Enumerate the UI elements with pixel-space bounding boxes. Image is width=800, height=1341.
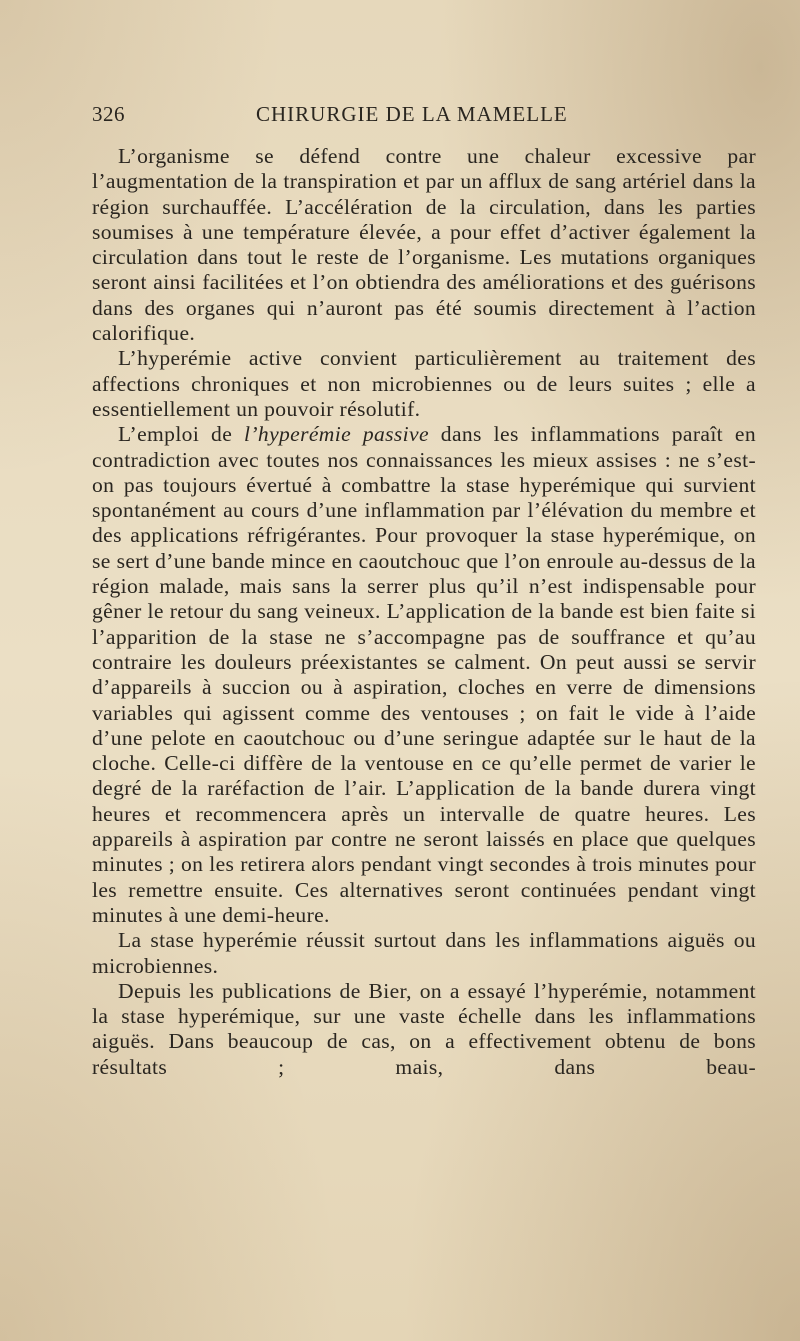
body-text — [92, 144, 756, 1080]
paragraph-bier-publications: Depuis les publications de Bier, on a essayé l’hyperémie, notamment la stase hyperémique, sur une vaste échelle dans les inflammations aiguës. Dans beaucoup de cas, on a effectivement obtenu de bons résultats ; mais, dans beau- — [92, 978, 756, 1079]
paragraph-thermoregulation: L’organisme se défend contre une chaleur excessive par l’augmentation de la transpiration et par un afflux de sang artériel dans la région surchauffée. L’accélération de la circulation, dans les parties soumises à une température élevée, a pour effet d’activer également la circulation dans tout le reste de l’organisme. Les mutations organiques seront ainsi facilitées et l’on obtiendra des améliorations et des guérisons dans des organes qui n’auront pas été soumis directement à l’action calorifique. — [92, 144, 756, 346]
paragraph-passive-hyperemia-body: dans les inflammations paraît en contradiction avec toutes nos connaissances les mieux assises : ne s’est-on pas toujours évertué à combattre la stase hyperémique qui survient spontanément au cours d’une inflammation par l’élévation du membre et des applications réfrigérantes. Pour provoquer la stase hyperémique, on se sert d’une bande mince en caoutchouc que l’on enroule au-dessus de la région malade, mais sans la serrer plus qu’il n’est indispensable pour gêner le retour du sang veineux. L’application de la bande est bien faite si l’apparition de la stase ne s’accompagne pas de souffrance et qu’au contraire les douleurs préexistantes se calment. On peut aussi se servir d’appareils à succion ou à aspiration, cloches en verre de dimensions variables qui agissent comme des ventouses ; on fait le vide à l’aide d’une pelote en caoutchouc ou d’une seringue adaptée sur le haut de la cloche. Celle-ci diffère de la ventouse en ce qu’elle permet de varier le degré de la raréfaction de l’air. L’application de la bande durera vingt heures et recommencera après un intervalle de quatre heures. Les appareils à aspiration par contre ne seront laissés en place que quelques minutes ; on les retirera alors pendant vingt secondes à trois minutes pour les remettre ensuite. Ces alternatives seront continuées pendant vingt minutes à une demi-heure. — [92, 422, 756, 927]
running-title: CHIRURGIE DE LA MAMELLE — [256, 102, 568, 126]
running-head — [92, 100, 762, 130]
page-number: 326 — [92, 102, 125, 126]
paragraph-passive-hyperemia — [92, 422, 756, 928]
paragraph-active-hyperemia: L’hyperémie active convient particulièrement au traitement des affections chroniques et non microbiennes ou de leurs suites ; elle a essentiellement un pouvoir résolutif. — [92, 346, 756, 421]
paragraph-stase-success: La stase hyperémie réussit surtout dans les inflammations aiguës ou microbiennes. — [92, 928, 756, 978]
paragraph-passive-hyperemia-lead: L’emploi de — [118, 422, 245, 447]
passive-hyperemia-term: l’hyperémie passive — [244, 422, 429, 447]
